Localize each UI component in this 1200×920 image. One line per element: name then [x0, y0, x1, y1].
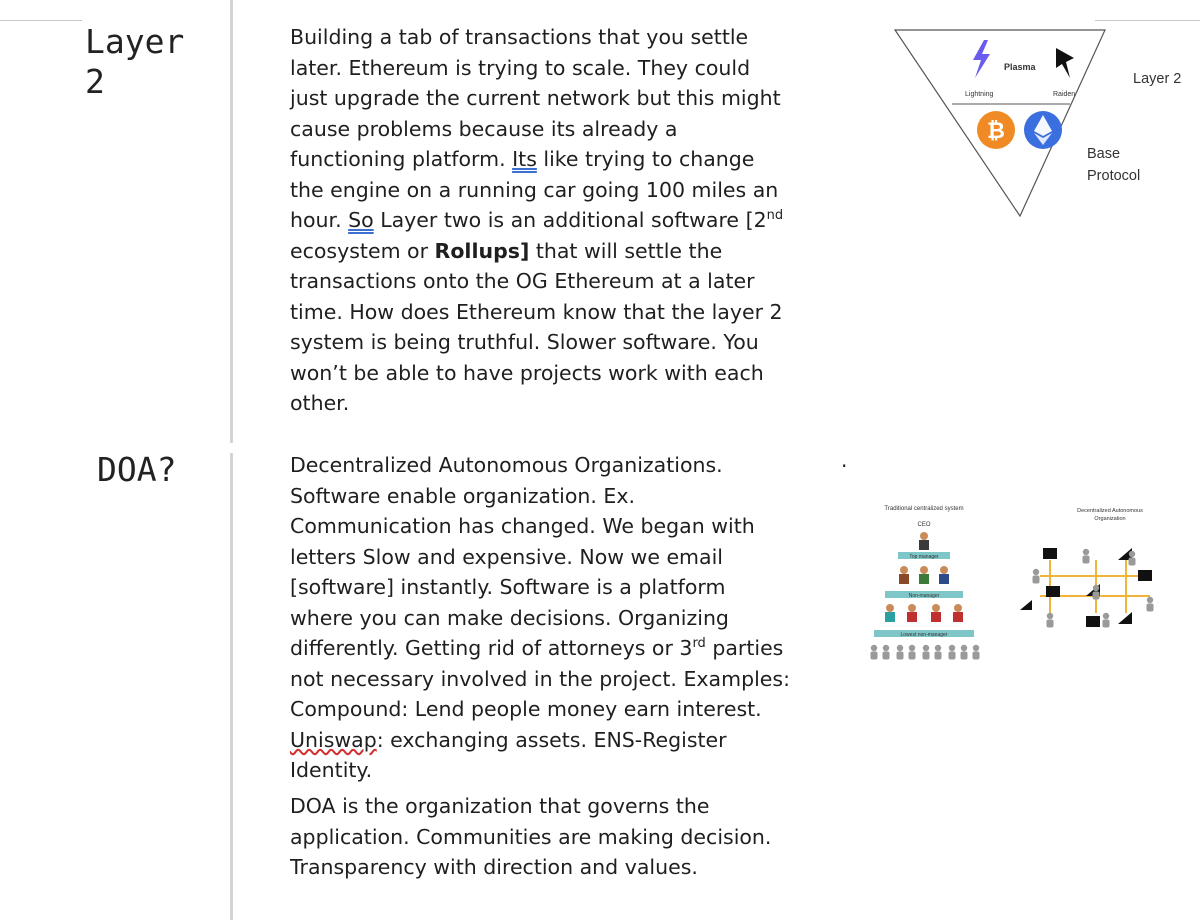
- doa-text-sup-rd: rd: [692, 636, 706, 652]
- svg-text:₿: ₿: [987, 118, 1005, 143]
- layer2-text-2: like trying to change the engine on a running car going 100 miles an hour.: [290, 147, 779, 232]
- raiden-logo-icon: [1056, 48, 1074, 78]
- base-label-2: Protocol: [1087, 168, 1141, 184]
- ceo-figure: [919, 532, 929, 550]
- top-rule-left: [0, 20, 82, 21]
- layer2-paragraph: [290, 22, 790, 419]
- doa-paragraph-1: [290, 450, 790, 786]
- doa-text-3: : exchanging assets. ENS-Register Identity.: [290, 727, 727, 782]
- dao-title-1: Decentralized Autonomous: [1077, 508, 1143, 514]
- lightning-label: Lightning: [965, 91, 994, 98]
- doa-heading: DOA?: [97, 450, 177, 489]
- column-divider-top: [230, 0, 233, 443]
- doa-diagram: [860, 498, 1190, 673]
- top-manager-label: Top manager: [909, 554, 939, 560]
- ceo-label: CEO: [917, 522, 931, 528]
- ethereum-icon: [1024, 111, 1062, 149]
- layer2-heading: [85, 22, 184, 102]
- lightning-bolt-icon: [973, 40, 990, 78]
- doa-text-1: Decentralized Autonomous Organizations. Software enable organization. Ex. Communication has changed. We began with letters Slow and expensive. Now we email [software] instantly. Software is a platform where you can make decisions. Organizing differently. Getting rid of attorneys or 3: [290, 453, 755, 660]
- doa-text-2: parties not necessary involved in the project. Examples: Compound: Lend people money earn interest.: [290, 636, 790, 721]
- non-managers-figures: [885, 604, 963, 622]
- lowest-figures: [871, 645, 980, 660]
- layer2-text-4: ecosystem or: [290, 238, 435, 263]
- layer2-text-1: Building a tab of transactions that you settle later. Ethereum is trying to scale. They could just upgrade the current network but this might cause problems because its already a functioning platform.: [290, 25, 781, 171]
- plasma-label: Plasma: [1004, 62, 1036, 72]
- dao-title-2: Organization: [1094, 516, 1126, 522]
- layer2-heading-line1: Layer: [85, 22, 185, 61]
- doa-text-uniswap: Uniswap: [290, 727, 377, 752]
- doa-paragraph-2: [290, 791, 790, 883]
- layer2-text-its: Its: [512, 147, 537, 171]
- layer2-side-label: Layer 2: [1133, 71, 1182, 87]
- non-manager-label: Non-manager: [908, 593, 940, 599]
- layer2-text-3: Layer two is an additional software [2: [373, 208, 767, 232]
- raiden-label: Raiden: [1053, 91, 1076, 98]
- stray-dot: .: [841, 448, 848, 472]
- doa-text-4: DOA is the organization that governs the application. Communities are making decision. Transparency with direction and values.: [290, 794, 772, 879]
- layer2-text-sup-nd: nd: [766, 208, 784, 224]
- column-divider-bottom: [230, 453, 233, 920]
- layer2-text-so: So: [348, 208, 374, 232]
- lowest-label: Lowest non-manager: [900, 632, 948, 638]
- dao-network-nodes: [1020, 548, 1154, 628]
- layer2-diagram: [880, 20, 1190, 225]
- layer2-text-rollups: Rollups]: [434, 238, 530, 263]
- traditional-title: Traditional centralized system: [884, 506, 964, 512]
- bitcoin-icon: [977, 111, 1015, 149]
- layer2-text-5: that will settle the transactions onto the OG Ethereum at a later time. How does Ethereum know that the layer 2 system is being truthful. Slower software. You won’t be able to have projects work with each other.: [290, 238, 783, 415]
- layer2-heading-line2: 2: [85, 62, 105, 101]
- base-label-1: Base: [1087, 146, 1121, 162]
- top-managers-figures: [899, 566, 949, 584]
